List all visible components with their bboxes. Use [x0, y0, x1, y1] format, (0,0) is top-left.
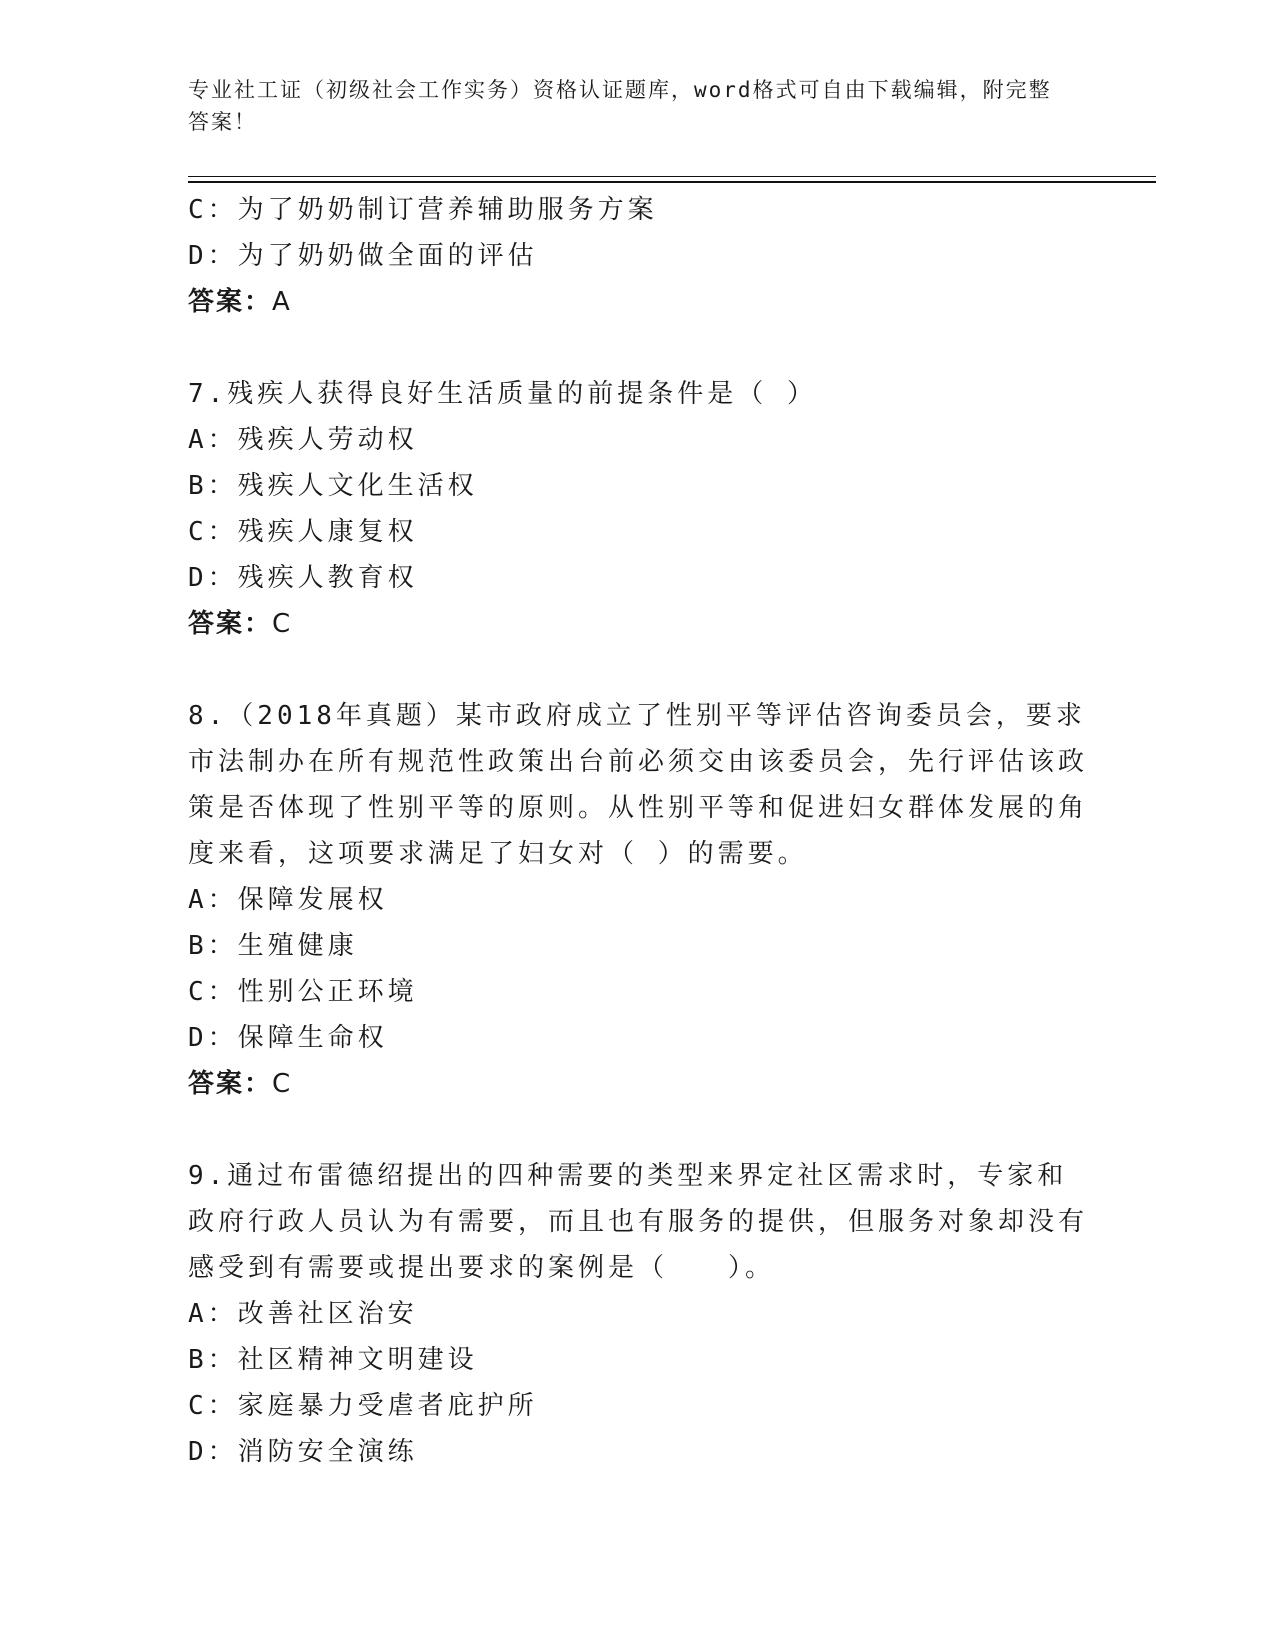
page-header: 专业社工证（初级社会工作实务）资格认证题库，word格式可自由下载编辑，附完整答案！ [188, 78, 1052, 134]
option-a: A：改善社区治安 [188, 1299, 418, 1329]
option-d: D：为了奶奶做全面的评估 [188, 241, 538, 271]
answer-value: A [272, 287, 292, 317]
answer-line [188, 601, 1088, 647]
question-text: 7.残疾人获得良好生活质量的前提条件是（ ） [188, 379, 817, 409]
question-text: 9.通过布雷德绍提出的四种需要的类型来界定社区需求时，专家和政府行政人员认为有需要，而且也有服务的提供，但服务对象却没有感受到有需要或提出要求的案例是（ ）。 [188, 1161, 1089, 1283]
answer-line [188, 279, 1088, 325]
question-6-tail [188, 187, 1088, 325]
option-c: C：为了奶奶制订营养辅助服务方案 [188, 195, 658, 225]
question-list [188, 187, 1088, 1475]
option-d: D：消防安全演练 [188, 1437, 418, 1467]
answer-value: C [272, 609, 293, 639]
option-a: A：残疾人劳动权 [188, 425, 418, 455]
option-b: B：残疾人文化生活权 [188, 471, 478, 501]
answer-label: 答案： [188, 1069, 273, 1099]
question-7 [188, 371, 1088, 647]
answer-line [188, 1061, 1088, 1107]
option-d: D：保障生命权 [188, 1023, 388, 1053]
option-a: A：保障发展权 [188, 885, 388, 915]
header-rule-thin [188, 176, 1156, 177]
question-8 [188, 693, 1088, 1107]
option-c: C：残疾人康复权 [188, 517, 418, 547]
option-c: C：家庭暴力受虐者庇护所 [188, 1391, 538, 1421]
question-text: 8.（2018年真题）某市政府成立了性别平等评估咨询委员会，要求市法制办在所有规范性政策出台前必须交由该委员会，先行评估该政策是否体现了性别平等的原则。从性别平等和促进妇女群体发展的角度来看，这项要求满足了妇女对（ ）的需要。 [188, 701, 1089, 869]
answer-label: 答案： [188, 287, 273, 317]
option-d: D：残疾人教育权 [188, 563, 418, 593]
question-9 [188, 1153, 1088, 1475]
option-b: B：生殖健康 [188, 931, 358, 961]
header-rule-thick [188, 181, 1156, 183]
option-c: C：性别公正环境 [188, 977, 418, 1007]
answer-value: C [272, 1069, 293, 1099]
answer-label: 答案： [188, 609, 273, 639]
option-b: B：社区精神文明建设 [188, 1345, 478, 1375]
